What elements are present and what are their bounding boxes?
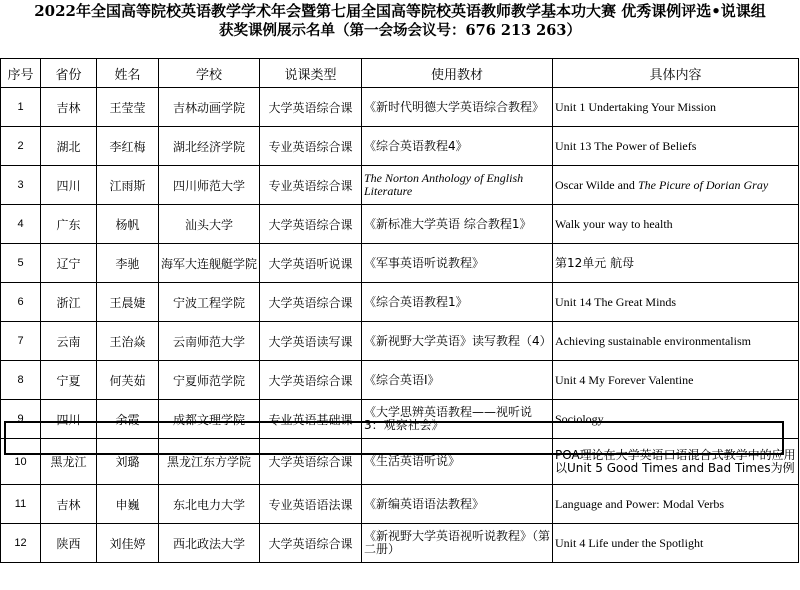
cell-content: 第12单元 航母 <box>553 244 799 283</box>
cell-school: 海军大连舰艇学院 <box>159 244 260 283</box>
award-list-table <box>0 58 799 563</box>
cell-content: Unit 14 The Great Minds <box>553 283 799 322</box>
cell-textbook: 《综合英语教程4》 <box>362 127 553 166</box>
cell-content: Walk your way to health <box>553 205 799 244</box>
cell-school: 宁波工程学院 <box>159 283 260 322</box>
cell-content: Unit 1 Undertaking Your Mission <box>553 88 799 127</box>
cell-school: 黑龙江东方学院 <box>159 439 260 485</box>
cell-province: 湖北 <box>41 127 97 166</box>
cell-type: 专业英语语法课 <box>260 485 362 524</box>
table-row <box>1 283 799 322</box>
table-row <box>1 322 799 361</box>
cell-textbook: 《军事英语听说教程》 <box>362 244 553 283</box>
cell-province: 黑龙江 <box>41 439 97 485</box>
cell-school: 东北电力大学 <box>159 485 260 524</box>
cell-name: 王治焱 <box>97 322 159 361</box>
title-line-1: 2022年全国高等院校英语教学学术年会暨第七届全国高等院校英语教师教学基本功大赛 优秀课例评选•说课组 <box>34 2 766 20</box>
header-province: 省份 <box>41 59 97 88</box>
cell-no: 4 <box>1 205 41 244</box>
cell-content: Unit 4 Life under the Spotlight <box>553 524 799 563</box>
header-type: 说课类型 <box>260 59 362 88</box>
cell-no: 11 <box>1 485 41 524</box>
cell-province: 辽宁 <box>41 244 97 283</box>
cell-type: 大学英语综合课 <box>260 88 362 127</box>
cell-no: 3 <box>1 166 41 205</box>
cell-content: Unit 13 The Power of Beliefs <box>553 127 799 166</box>
header-row <box>1 59 799 88</box>
content-italic-title: The Picure of Dorian Gray <box>637 177 769 192</box>
table-row <box>1 88 799 127</box>
cell-school: 成都文理学院 <box>159 400 260 439</box>
cell-textbook: 《新视野大学英语视听说教程》（第二册） <box>362 524 553 563</box>
table-row <box>1 127 799 166</box>
table-row <box>1 244 799 283</box>
cell-province: 云南 <box>41 322 97 361</box>
cell-province: 陕西 <box>41 524 97 563</box>
cell-province: 吉林 <box>41 88 97 127</box>
cell-no: 9 <box>1 400 41 439</box>
cell-no: 2 <box>1 127 41 166</box>
cell-no: 1 <box>1 88 41 127</box>
header-name: 姓名 <box>97 59 159 88</box>
cell-type: 专业英语综合课 <box>260 127 362 166</box>
cell-province: 吉林 <box>41 485 97 524</box>
cell-textbook: 《新视野大学英语》读写教程（4） <box>362 322 553 361</box>
cell-type: 大学英语综合课 <box>260 283 362 322</box>
cell-type: 大学英语综合课 <box>260 524 362 563</box>
cell-name: 王晨婕 <box>97 283 159 322</box>
cell-textbook: 《大学思辨英语教程——视听说3：观察社会》 <box>362 400 553 439</box>
cell-school: 西北政法大学 <box>159 524 260 563</box>
cell-name: 余霞 <box>97 400 159 439</box>
cell-content: Achieving sustainable environmentalism <box>553 322 799 361</box>
cell-no: 6 <box>1 283 41 322</box>
cell-textbook: 《新编英语语法教程》 <box>362 485 553 524</box>
cell-type: 专业英语综合课 <box>260 166 362 205</box>
cell-textbook: 《综合英语I》 <box>362 361 553 400</box>
cell-content: Sociology <box>553 400 799 439</box>
cell-province: 广东 <box>41 205 97 244</box>
cell-name: 刘璐 <box>97 439 159 485</box>
cell-textbook: The Norton Anthology of English Literature <box>362 166 553 205</box>
table-row <box>1 205 799 244</box>
cell-type: 大学英语综合课 <box>260 361 362 400</box>
table-row <box>1 166 799 205</box>
cell-name: 刘佳婷 <box>97 524 159 563</box>
cell-province: 四川 <box>41 166 97 205</box>
cell-no: 8 <box>1 361 41 400</box>
page-title <box>0 2 800 40</box>
cell-school: 湖北经济学院 <box>159 127 260 166</box>
cell-content: POA理论在大学英语口语混合式教学中的应用 以Unit 5 Good Times and Bad Times为例 <box>553 439 799 485</box>
table-row <box>1 361 799 400</box>
header-content: 具体内容 <box>553 59 799 88</box>
cell-name: 王莹莹 <box>97 88 159 127</box>
cell-no: 5 <box>1 244 41 283</box>
cell-name: 申巍 <box>97 485 159 524</box>
cell-no: 7 <box>1 322 41 361</box>
cell-name: 李驰 <box>97 244 159 283</box>
cell-school: 四川师范大学 <box>159 166 260 205</box>
cell-name: 李红梅 <box>97 127 159 166</box>
cell-textbook: 《新时代明德大学英语综合教程》 <box>362 88 553 127</box>
cell-type: 大学英语读写课 <box>260 322 362 361</box>
cell-province: 四川 <box>41 400 97 439</box>
cell-school: 云南师范大学 <box>159 322 260 361</box>
content-plain: Oscar Wilde and <box>555 177 638 192</box>
cell-textbook: 《综合英语教程1》 <box>362 283 553 322</box>
cell-no: 10 <box>1 439 41 485</box>
cell-province: 浙江 <box>41 283 97 322</box>
table-row <box>1 524 799 563</box>
cell-province: 宁夏 <box>41 361 97 400</box>
header-school: 学校 <box>159 59 260 88</box>
cell-content <box>553 166 799 205</box>
cell-no: 12 <box>1 524 41 563</box>
cell-name: 江雨斯 <box>97 166 159 205</box>
cell-textbook: 《生活英语听说》 <box>362 439 553 485</box>
table-row-highlighted <box>1 400 799 439</box>
cell-type: 大学英语综合课 <box>260 439 362 485</box>
cell-type: 大学英语听说课 <box>260 244 362 283</box>
title-line-2: 获奖课例展示名单（第一会场会议号：676 213 263） <box>219 22 581 39</box>
header-textbook: 使用教材 <box>362 59 553 88</box>
table-row <box>1 485 799 524</box>
cell-name: 何芙茹 <box>97 361 159 400</box>
cell-name: 杨帆 <box>97 205 159 244</box>
cell-content: Language and Power: Modal Verbs <box>553 485 799 524</box>
cell-content: Unit 4 My Forever Valentine <box>553 361 799 400</box>
cell-type: 大学英语综合课 <box>260 205 362 244</box>
header-no: 序号 <box>1 59 41 88</box>
cell-school: 汕头大学 <box>159 205 260 244</box>
cell-textbook: 《新标准大学英语 综合教程1》 <box>362 205 553 244</box>
cell-school: 宁夏师范学院 <box>159 361 260 400</box>
table-row <box>1 439 799 485</box>
cell-type: 专业英语基础课 <box>260 400 362 439</box>
cell-school: 吉林动画学院 <box>159 88 260 127</box>
